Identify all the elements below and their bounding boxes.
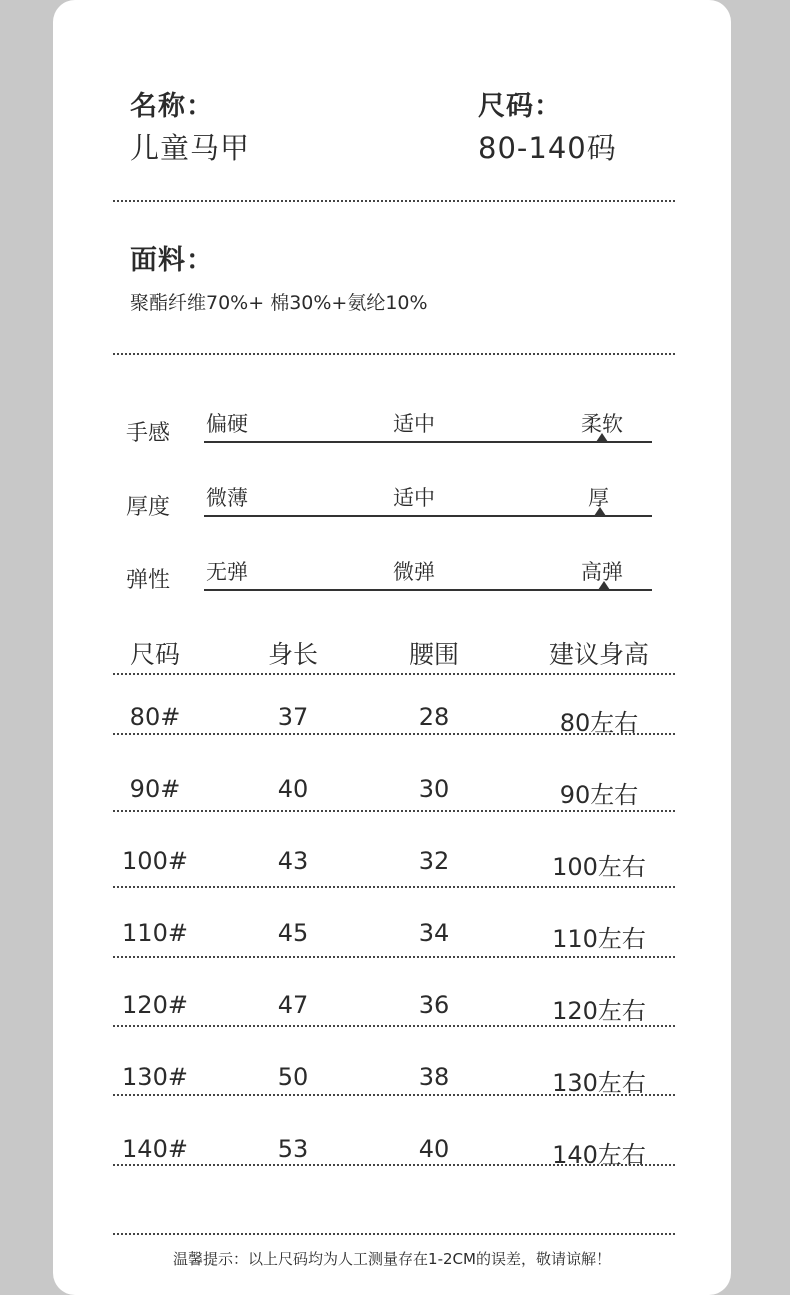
divider	[113, 810, 675, 812]
table-cell: 100左右	[552, 853, 646, 881]
table-header: 身长	[267, 640, 318, 669]
table-cell: 120左右	[552, 997, 646, 1025]
table-cell: 45	[277, 919, 309, 947]
attribute-label: 弹性	[126, 568, 171, 593]
attribute-label: 手感	[126, 421, 171, 446]
attribute-option: 偏硬	[206, 412, 248, 436]
table-cell: 47	[277, 991, 309, 1019]
table-cell: 32	[418, 847, 450, 875]
table-cell: 80左右	[559, 709, 639, 737]
fabric-value: 聚酯纤维70%+ 棉30%+氨纶10%	[130, 292, 428, 314]
table-cell: 36	[418, 991, 450, 1019]
divider	[113, 1164, 675, 1166]
table-cell: 50	[277, 1063, 309, 1091]
size-value: 80-140码	[478, 131, 617, 165]
table-cell: 37	[277, 703, 309, 731]
size-info-card	[53, 0, 731, 1295]
name-value: 儿童马甲	[130, 131, 251, 165]
divider	[113, 673, 675, 675]
table-header: 尺码	[129, 640, 180, 669]
attribute-option: 微弹	[393, 560, 435, 584]
name-label: 名称：	[130, 91, 214, 122]
divider	[113, 1094, 675, 1096]
divider	[113, 353, 675, 355]
scale-line	[204, 441, 652, 443]
table-cell: 43	[277, 847, 309, 875]
table-cell: 40	[418, 1135, 450, 1163]
divider	[113, 733, 675, 735]
table-cell: 120#	[122, 991, 188, 1019]
attribute-option-selected: 厚	[588, 486, 609, 510]
selected-marker-icon	[598, 581, 610, 590]
disclaimer-note: 温馨提示：以上尺码均为人工测量存在1-2CM的误差，敬请谅解！	[173, 1250, 611, 1268]
size-label: 尺码：	[478, 91, 562, 122]
divider	[113, 1233, 675, 1235]
table-cell: 100#	[122, 847, 188, 875]
divider	[113, 956, 675, 958]
table-cell: 130左右	[552, 1069, 646, 1097]
table-header: 腰围	[408, 640, 459, 669]
table-cell: 90#	[129, 775, 181, 803]
divider	[113, 200, 675, 202]
table-cell: 110#	[122, 919, 188, 947]
attribute-option-selected: 柔软	[581, 412, 623, 436]
table-cell: 38	[418, 1063, 450, 1091]
divider	[113, 1025, 675, 1027]
table-cell: 40	[277, 775, 309, 803]
attribute-option: 适中	[393, 412, 435, 436]
scale-line	[204, 515, 652, 517]
selected-marker-icon	[594, 507, 606, 516]
scale-line	[204, 589, 652, 591]
selected-marker-icon	[596, 433, 608, 442]
table-cell: 80#	[129, 703, 181, 731]
table-cell: 130#	[122, 1063, 188, 1091]
attribute-option: 微薄	[206, 486, 248, 510]
table-cell: 140#	[122, 1135, 188, 1163]
table-cell: 28	[418, 703, 450, 731]
attribute-option: 适中	[393, 486, 435, 510]
table-header: 建议身高	[548, 640, 649, 669]
table-cell: 53	[277, 1135, 309, 1163]
table-cell: 30	[418, 775, 450, 803]
attribute-label: 厚度	[126, 495, 171, 520]
table-cell: 90左右	[559, 781, 639, 809]
table-cell: 140左右	[552, 1141, 646, 1169]
table-cell: 110左右	[552, 925, 646, 953]
attribute-option-selected: 高弹	[581, 560, 623, 584]
divider	[113, 886, 675, 888]
fabric-label: 面料：	[130, 245, 214, 276]
table-cell: 34	[418, 919, 450, 947]
attribute-option: 无弹	[206, 560, 248, 584]
